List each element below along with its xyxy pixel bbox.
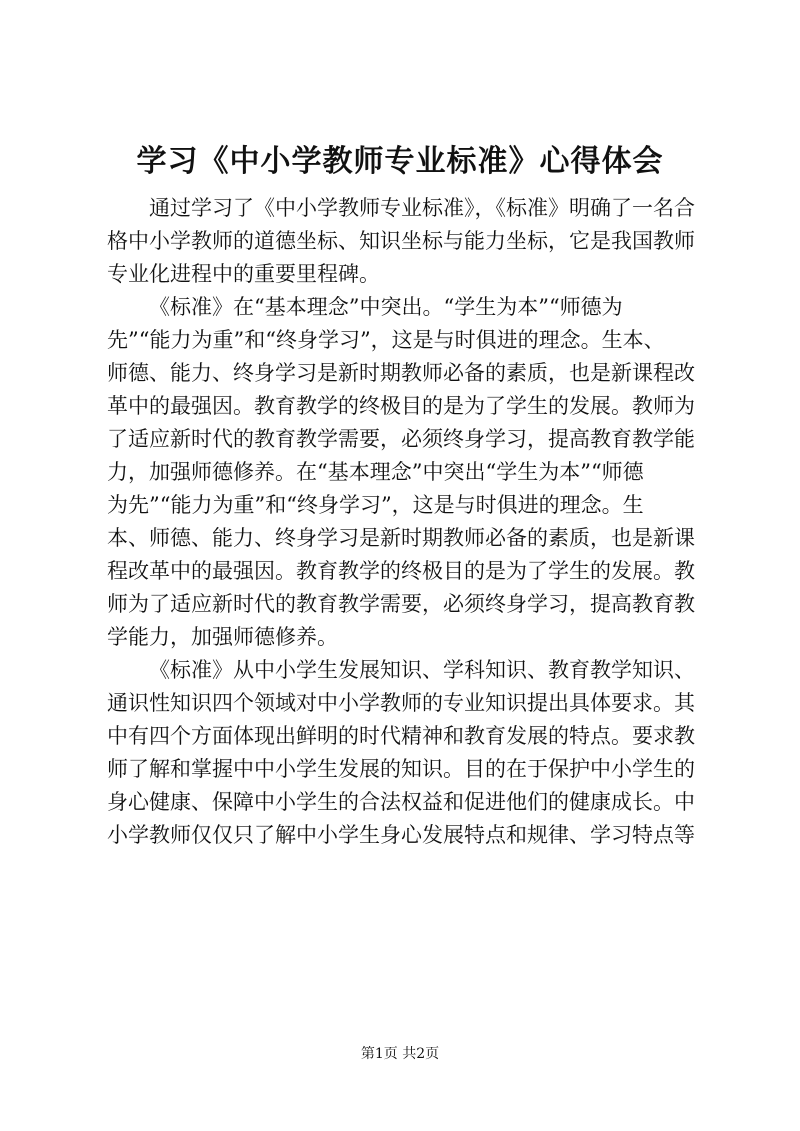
text-line: 先”“能力为重”和“终身学习”，这是与时俱进的理念。生本、 bbox=[107, 328, 665, 352]
text-line: 师为了适应新时代的教育教学需要，必须终身学习，提高教育教 bbox=[107, 592, 695, 616]
text-line: 师了解和掌握中中小学生发展的知识。目的在于保护中小学生的 bbox=[107, 757, 695, 781]
text-line: 专业化进程中的重要里程碑。 bbox=[107, 262, 380, 286]
text-line: 力，加强师德修养。在“基本理念”中突出“学生为本”“师德 bbox=[107, 460, 644, 484]
text-line: 《标准》在“基本理念”中突出。“学生为本”“师德为 bbox=[149, 295, 623, 319]
document-title: 学习《中小学教师专业标准》心得体会 bbox=[136, 144, 664, 179]
text-line: 中有四个方面体现出鲜明的时代精神和教育发展的特点。要求教 bbox=[107, 724, 695, 748]
text-line: 本、师德、能力、终身学习是新时期教师必备的素质，也是新课 bbox=[107, 526, 695, 550]
text-line: 了适应新时代的教育教学需要，必须终身学习，提高教育教学能 bbox=[107, 427, 695, 451]
text-line: 师德、能力、终身学习是新时期教师必备的素质，也是新课程改 bbox=[107, 361, 695, 385]
page-number-footer: 第1页 共2页 bbox=[360, 1046, 440, 1062]
text-line: 通识性知识四个领域对中小学教师的专业知识提出具体要求。其 bbox=[107, 691, 695, 715]
text-line: 通过学习了《中小学教师专业标准》，《标准》明确了一名合 bbox=[149, 196, 695, 220]
text-line: 学能力，加强师德修养。 bbox=[107, 625, 338, 649]
text-line: 革中的最强因。教育教学的终极目的是为了学生的发展。教师为 bbox=[107, 394, 695, 418]
document-body bbox=[107, 192, 710, 852]
text-line: 身心健康、保障中小学生的合法权益和促进他们的健康成长。中 bbox=[107, 790, 695, 814]
text-line: 小学教师仅仅只了解中小学生身心发展特点和规律、学习特点等 bbox=[107, 823, 695, 847]
text-line: 格中小学教师的道德坐标、知识坐标与能力坐标，它是我国教师 bbox=[107, 229, 695, 253]
text-line: 《标准》从中小学生发展知识、学科知识、教育教学知识、 bbox=[149, 658, 695, 682]
text-line: 程改革中的最强因。教育教学的终极目的是为了学生的发展。教 bbox=[107, 559, 695, 583]
text-line: 为先”“能力为重”和“终身学习”，这是与时俱进的理念。生 bbox=[107, 493, 644, 517]
